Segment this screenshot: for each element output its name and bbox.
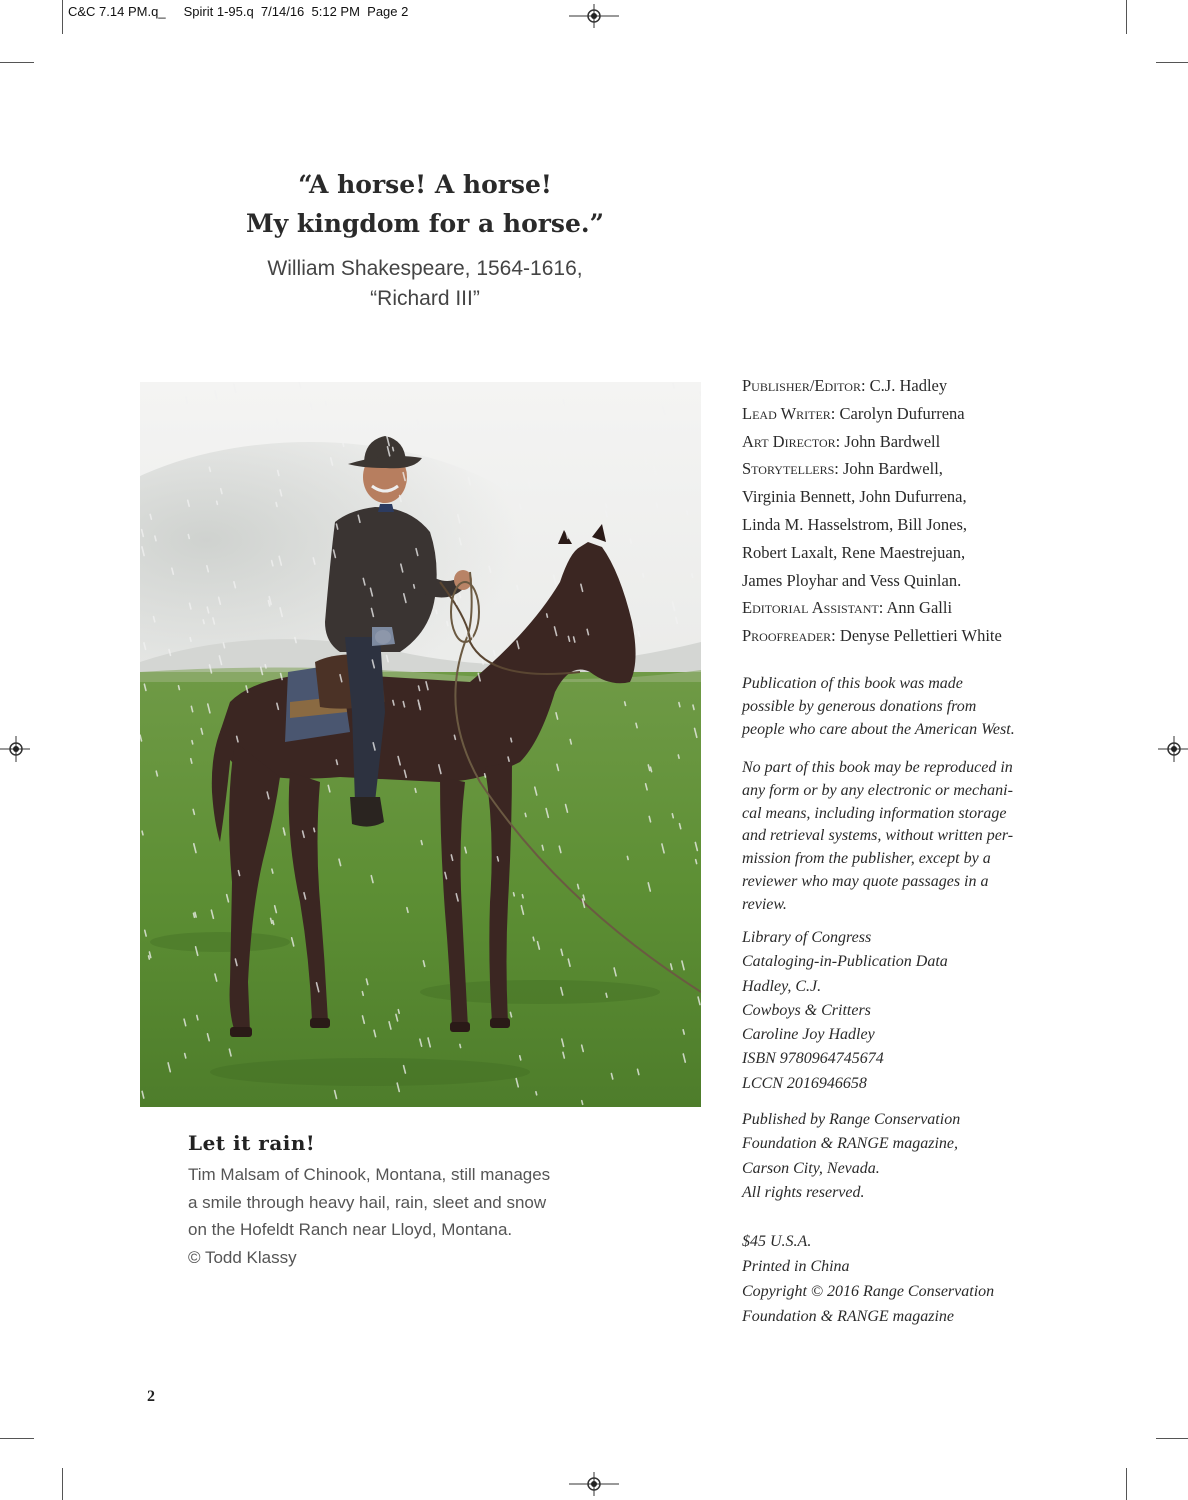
epigraph-quote: [140, 165, 710, 243]
credit-line: [742, 428, 1002, 456]
note-line: Published by Range Conservation: [742, 1111, 961, 1128]
note-line: Foundation & RANGE magazine: [742, 1308, 954, 1325]
credit-line: [742, 483, 1002, 511]
credit-names: John Bardwell,: [838, 459, 943, 479]
caption-title: Let it rain!: [188, 1131, 316, 1155]
caption-line: Tim Malsam of Chinook, Montana, still manages: [188, 1165, 551, 1184]
masthead-credits: [742, 372, 1002, 650]
registration-mark-icon: [0, 736, 30, 762]
crop-mark: [1156, 62, 1188, 63]
crop-mark: [62, 1468, 63, 1500]
attribution-line: William Shakespeare, 1564-1616,: [267, 257, 583, 280]
note-line: any form or by any electronic or mechani-: [742, 781, 1013, 799]
registration-mark-icon: [569, 4, 619, 28]
note-line: Library of Congress: [742, 929, 872, 946]
caption-body: [188, 1161, 608, 1271]
note-line: review.: [742, 895, 787, 913]
crop-mark: [0, 62, 34, 63]
credit-role: Art Director:: [742, 431, 841, 451]
photo-illustration: [140, 382, 701, 1107]
credit-line: [742, 372, 1002, 400]
quote-line: My kingdom for a horse.”: [246, 209, 604, 238]
price-copyright: [742, 1229, 994, 1329]
cowboy-photo: [140, 382, 701, 1107]
registration-mark-icon: [569, 1472, 619, 1496]
credit-names: C.J. Hadley: [865, 376, 948, 395]
caption-line: on the Hofeldt Ranch near Lloyd, Montana.: [188, 1220, 513, 1239]
photo-credit: © Todd Klassy: [188, 1247, 297, 1267]
credit-line: [742, 622, 1002, 650]
credit-names: Virginia Bennett, John Dufurrena,: [742, 487, 967, 507]
crop-mark: [1156, 1438, 1188, 1439]
note-line: All rights reserved.: [742, 1183, 865, 1201]
page-number: 2: [147, 1388, 155, 1405]
caption-line: a smile through heavy hail, rain, sleet and snow: [188, 1192, 547, 1212]
credit-names: Denyse Pellettieri White: [835, 626, 1002, 646]
lccn: LCCN 2016946658: [742, 1074, 867, 1092]
crop-mark: [62, 0, 63, 34]
credit-role: Proofreader:: [742, 626, 836, 646]
crop-mark: [1126, 1468, 1127, 1500]
registration-mark-icon: [1158, 736, 1188, 762]
crop-mark: [0, 1438, 34, 1439]
price: $45 U.S.A.: [742, 1233, 812, 1250]
isbn: ISBN 9780964745674: [742, 1050, 884, 1068]
credit-line: [742, 511, 1002, 539]
note-line: Cowboys & Critters: [742, 1001, 871, 1019]
credit-names: Robert Laxalt, Rene Maestrejuan,: [742, 542, 966, 562]
credit-line: [742, 455, 1002, 483]
note-line: Printed in China: [742, 1258, 850, 1275]
credit-names: Ann Galli: [883, 598, 953, 618]
note-line: mission from the publisher, except by a: [742, 850, 991, 868]
credit-names: John Bardwell: [840, 431, 941, 451]
credit-line: [742, 539, 1002, 567]
credit-role: Publisher/Editor:: [742, 376, 866, 395]
note-line: Cataloging-in-Publication Data: [742, 953, 948, 971]
note-line: Publication of this book was made: [742, 675, 963, 692]
attribution-line: “Richard III”: [370, 287, 480, 310]
credit-line: [742, 594, 1002, 622]
note-line: reviewer who may quote passages in a: [742, 872, 989, 890]
credit-names: Carolyn Dufurrena: [835, 403, 965, 423]
credit-line: [742, 400, 1002, 428]
publisher-info: [742, 1108, 960, 1205]
credit-role: Lead Writer:: [742, 403, 836, 423]
cataloging-data: [742, 926, 948, 1096]
note-line: Carson City, Nevada.: [742, 1159, 880, 1177]
note-line: Caroline Joy Hadley: [742, 1026, 875, 1044]
note-line: and retrieval systems, without written per-: [742, 827, 1014, 845]
credit-role: Storytellers:: [742, 459, 839, 479]
donation-note: [742, 673, 1015, 741]
crop-mark: [1126, 0, 1127, 34]
credit-line: [742, 567, 1002, 595]
credit-role: Editorial Assistant:: [742, 598, 884, 618]
rights-note: [742, 757, 1013, 917]
epigraph-attribution: [140, 254, 710, 314]
note-line: possible by generous donations from: [742, 697, 977, 715]
credit-names: James Ployhar and Vess Quinlan.: [742, 570, 962, 590]
printer-slug: C&C 7.14 PM.q_ Spirit 1-95.q 7/14/16 5:12 PM Page 2: [68, 4, 409, 19]
copyright-line: Copyright © 2016 Range Conservation: [742, 1283, 995, 1300]
note-line: No part of this book may be reproduced in: [742, 759, 1013, 776]
note-line: Hadley, C.J.: [742, 977, 822, 995]
quote-line: “A horse! A horse!: [298, 170, 552, 199]
note-line: Foundation & RANGE magazine,: [742, 1135, 958, 1153]
note-line: cal means, including information storage: [742, 804, 1007, 822]
note-line: people who care about the American West.: [742, 720, 1015, 738]
credit-names: Linda M. Hasselstrom, Bill Jones,: [742, 514, 968, 534]
